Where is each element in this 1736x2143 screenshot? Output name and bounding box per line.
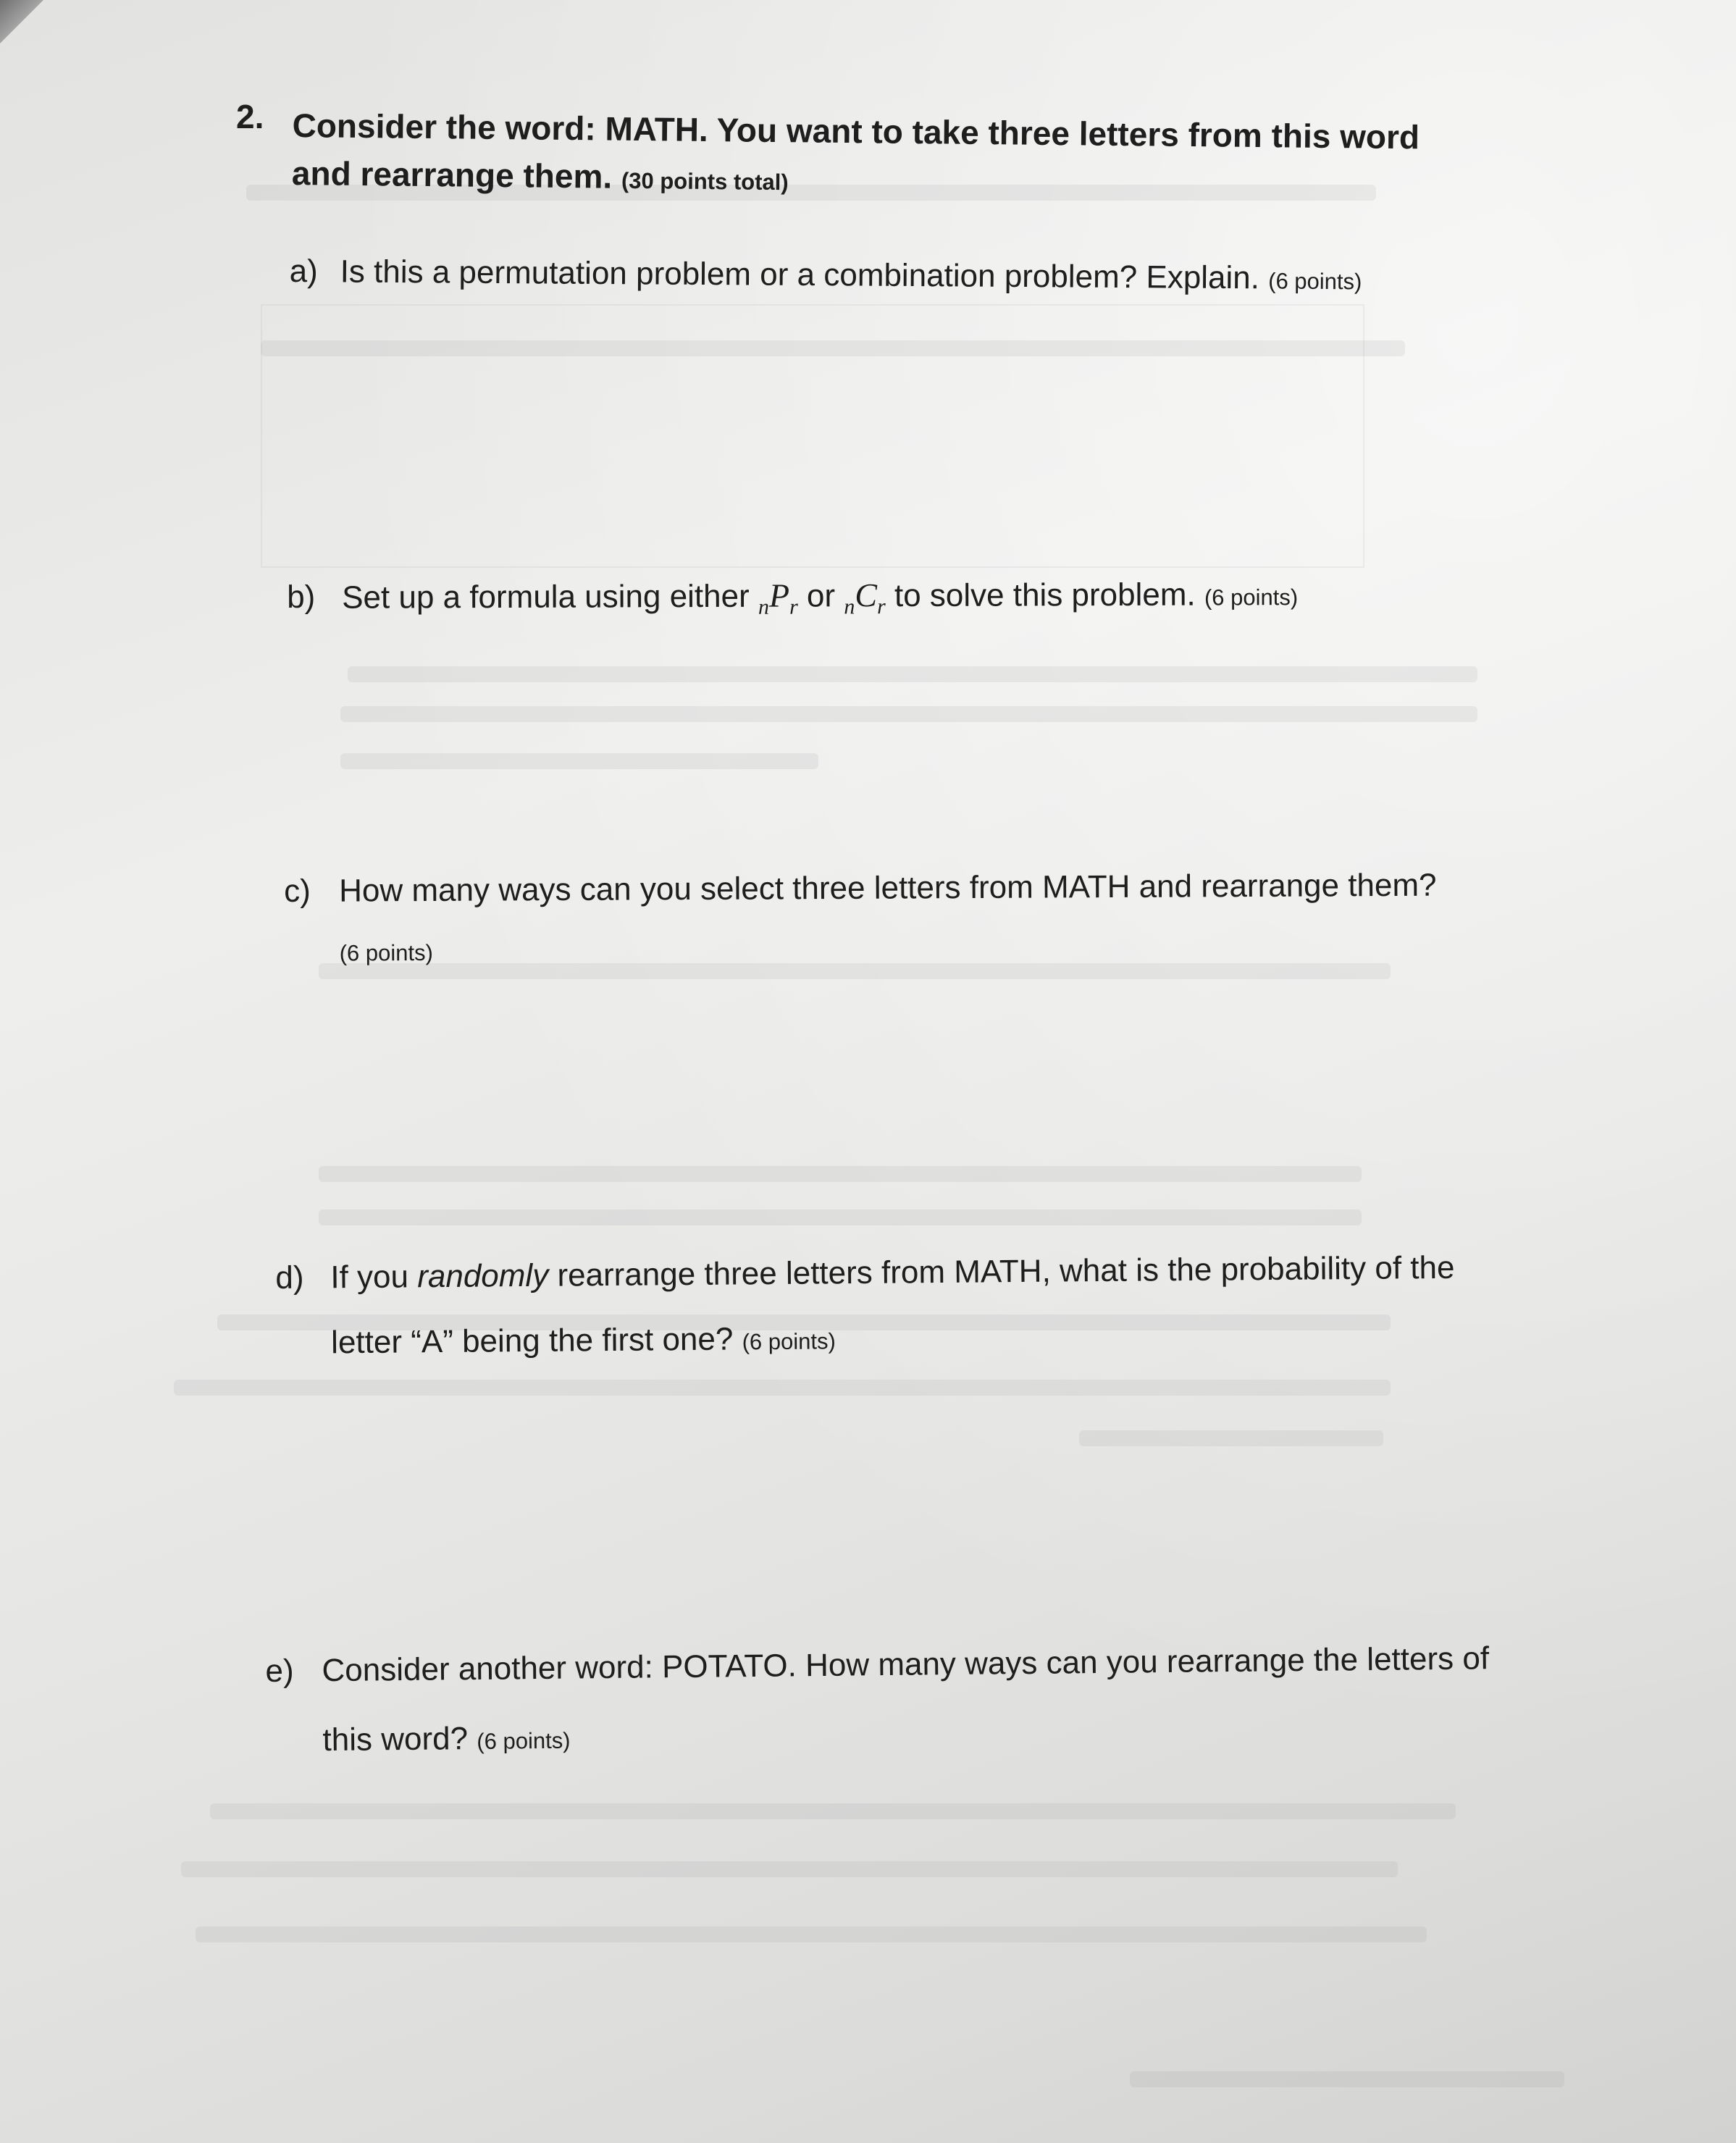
show-through-line	[210, 1803, 1456, 1819]
part-e-body	[322, 1624, 1511, 1778]
combination-notation	[844, 576, 894, 619]
question-text: Consider the word: MATH. You want to take three letters from this word and rearrange them.	[291, 106, 1420, 196]
part-b	[287, 561, 1460, 619]
part-b-points: (6 points)	[1204, 584, 1299, 611]
part-e-points: (6 points)	[477, 1727, 571, 1754]
part-b-text-before: Set up a formula using either	[342, 578, 750, 616]
part-d-body	[330, 1235, 1534, 1378]
show-through-table	[261, 304, 1364, 568]
part-a-letter: a)	[289, 253, 318, 290]
show-through-line	[340, 753, 818, 769]
question-number: 2.	[236, 98, 264, 135]
question-prompt	[292, 101, 1488, 214]
part-a-body	[340, 239, 1470, 315]
perm-r-subscript: r	[789, 595, 798, 619]
perm-p-symbol: P	[768, 576, 790, 614]
part-c-points: (6 points)	[339, 939, 433, 966]
show-through-line	[196, 1926, 1427, 1942]
part-d-text-before: If you	[330, 1259, 409, 1296]
perm-n-subscript: n	[758, 595, 770, 619]
part-b-body	[342, 561, 1472, 634]
show-through-line	[319, 1209, 1362, 1225]
part-b-text-after: to solve this problem.	[894, 576, 1196, 614]
part-d-emphasis: randomly	[417, 1257, 549, 1295]
show-through-line	[174, 1380, 1391, 1396]
page-corner-shadow	[0, 0, 43, 43]
permutation-notation	[758, 576, 807, 619]
comb-r-subscript: r	[877, 595, 886, 619]
part-d-text-after: rearrange three letters from MATH, what is the probability of the letter “A” being the first one?	[330, 1249, 1455, 1361]
part-e-text: Consider another word: POTATO. How many ways can you rearrange the letters of this word?	[322, 1640, 1490, 1758]
comb-c-symbol: C	[855, 576, 878, 614]
part-c-letter: c)	[284, 873, 311, 909]
part-e	[265, 1624, 1511, 1758]
part-c-text: How many ways can you select three letters from MATH and rearrange them?	[339, 867, 1437, 909]
part-c-body	[339, 855, 1527, 984]
show-through-line	[348, 666, 1477, 682]
part-d-letter: d)	[275, 1259, 304, 1296]
show-through-line	[261, 340, 1405, 356]
part-d	[275, 1235, 1521, 1361]
show-through-line	[181, 1861, 1398, 1877]
comb-n-subscript: n	[844, 595, 855, 619]
show-through-line	[340, 706, 1477, 722]
part-b-letter: b)	[287, 579, 316, 615]
part-a	[289, 239, 1463, 296]
question-points: (30 points total)	[621, 167, 789, 196]
part-e-letter: e)	[265, 1653, 294, 1689]
part-a-text: Is this a permutation problem or a combination problem? Explain.	[340, 253, 1260, 296]
part-a-points: (6 points)	[1268, 268, 1362, 295]
part-b-or: or	[806, 578, 836, 614]
show-through-line	[1079, 1430, 1383, 1446]
show-through-line	[319, 1166, 1362, 1182]
part-c	[284, 855, 1530, 966]
part-d-points: (6 points)	[742, 1328, 836, 1355]
show-through-line	[1130, 2071, 1564, 2087]
